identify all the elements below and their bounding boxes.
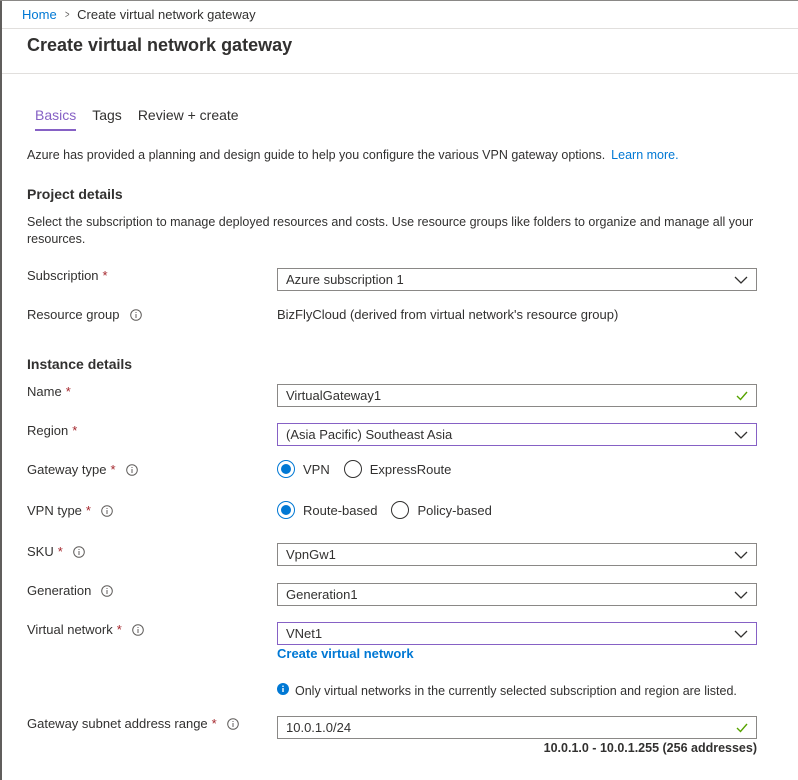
vpn-type-policy-based-label: Policy-based [417, 502, 492, 518]
gateway-type-expressroute-radio[interactable] [344, 460, 452, 478]
radio-selected-icon [277, 460, 295, 478]
info-icon[interactable] [126, 464, 138, 476]
required-marker: * [72, 423, 78, 438]
breadcrumb [22, 7, 256, 22]
vnet-info-note [277, 683, 737, 698]
gateway-type-label-text: Gateway type [27, 462, 107, 477]
checkmark-icon [736, 391, 748, 401]
info-icon[interactable] [130, 309, 142, 321]
info-icon[interactable] [73, 546, 85, 558]
breadcrumb-home-link[interactable]: Home [22, 7, 57, 22]
gateway-type-expressroute-label: ExpressRoute [369, 461, 452, 477]
sku-dropdown[interactable] [277, 543, 757, 566]
resource-group-label-text: Resource group [27, 307, 120, 322]
virtual-network-label-text: Virtual network [27, 622, 113, 637]
project-details-heading: Project details [27, 186, 123, 202]
vpn-type-route-based-radio[interactable] [277, 501, 377, 519]
chevron-down-icon [734, 276, 748, 284]
radio-selected-icon [277, 501, 295, 519]
gateway-subnet-input[interactable] [277, 716, 757, 739]
divider [2, 28, 798, 29]
gateway-subnet-label [27, 716, 239, 731]
required-marker: * [211, 716, 217, 731]
gateway-type-vpn-label: VPN [303, 461, 330, 477]
vpn-type-label-text: VPN type [27, 503, 82, 518]
vpn-type-policy-based-radio[interactable] [391, 501, 491, 519]
tab-review-create[interactable]: Review + create [137, 107, 239, 123]
name-input[interactable] [277, 384, 757, 407]
chevron-down-icon [734, 431, 748, 439]
generation-label-text: Generation [27, 583, 92, 598]
intro-message: Azure has provided a planning and design guide to help you configure the various VPN gateway options. [27, 148, 606, 162]
chevron-down-icon [734, 591, 748, 599]
required-marker: * [65, 384, 71, 399]
gateway-type-vpn-radio[interactable] [277, 460, 330, 478]
vnet-info-text: Only virtual networks in the currently selected subscription and region are listed. [295, 683, 737, 698]
generation-label [27, 583, 113, 598]
info-icon[interactable] [227, 718, 239, 730]
page-title: Create virtual network gateway [27, 35, 293, 55]
required-marker: * [116, 622, 122, 637]
resource-group-label [27, 307, 142, 322]
subscription-dropdown[interactable] [277, 268, 757, 291]
name-label-text: Name [27, 384, 62, 399]
generation-dropdown[interactable] [277, 583, 757, 606]
region-dropdown[interactable] [277, 423, 757, 446]
virtual-network-label [27, 622, 144, 637]
subnet-range-note: 10.0.1.0 - 10.0.1.255 (256 addresses) [543, 741, 757, 755]
intro-text [27, 148, 679, 162]
vpn-type-radio-group [277, 501, 506, 519]
gateway-type-radio-group [277, 460, 465, 478]
learn-more-link[interactable]: Learn more. [611, 148, 679, 162]
virtual-network-dropdown[interactable] [277, 622, 757, 645]
checkmark-icon [736, 723, 748, 733]
tab-basics[interactable]: Basics [35, 107, 76, 131]
virtual-network-value: VNet1 [286, 626, 323, 641]
subscription-value: Azure subscription 1 [286, 272, 404, 287]
tab-tags[interactable]: Tags [92, 107, 122, 123]
vpn-type-route-based-label: Route-based [303, 502, 378, 518]
chevron-down-icon [734, 630, 748, 638]
name-value: VirtualGateway1 [286, 388, 382, 403]
radio-unselected-icon [391, 501, 409, 519]
left-border [0, 0, 2, 780]
subscription-label [27, 268, 108, 283]
resource-group-value: BizFlyCloud (derived from virtual network's resource group) [277, 307, 619, 322]
sku-label-text: SKU [27, 544, 54, 559]
generation-value: Generation1 [286, 587, 358, 602]
required-marker: * [102, 268, 108, 283]
project-details-description: Select the subscription to manage deployed resources and costs. Use resource groups like folders to organize and manage all your resources. [27, 215, 754, 246]
breadcrumb-current: Create virtual network gateway [77, 7, 256, 22]
region-label-text: Region [27, 423, 69, 438]
name-label [27, 384, 71, 399]
subscription-label-text: Subscription [27, 268, 99, 283]
region-value: (Asia Pacific) Southeast Asia [286, 427, 453, 442]
required-marker: * [57, 544, 63, 559]
gateway-subnet-value: 10.0.1.0/24 [286, 720, 352, 735]
create-virtual-network-link[interactable]: Create virtual network [277, 646, 414, 661]
info-icon[interactable] [101, 585, 113, 597]
sku-label [27, 544, 85, 559]
gateway-type-label [27, 462, 138, 477]
instance-details-heading: Instance details [27, 356, 133, 372]
tab-bar [35, 107, 239, 131]
top-border [0, 0, 798, 1]
vpn-type-label [27, 503, 113, 518]
info-icon[interactable] [132, 624, 144, 636]
gateway-subnet-label-text: Gateway subnet address range [27, 716, 208, 731]
info-icon[interactable] [101, 505, 113, 517]
info-filled-icon [277, 683, 289, 698]
breadcrumb-separator-icon: > [64, 8, 70, 21]
sku-value: VpnGw1 [286, 547, 336, 562]
required-marker: * [85, 503, 91, 518]
divider [2, 73, 798, 74]
region-label [27, 423, 77, 438]
required-marker: * [110, 462, 116, 477]
radio-unselected-icon [344, 460, 362, 478]
chevron-down-icon [734, 551, 748, 559]
